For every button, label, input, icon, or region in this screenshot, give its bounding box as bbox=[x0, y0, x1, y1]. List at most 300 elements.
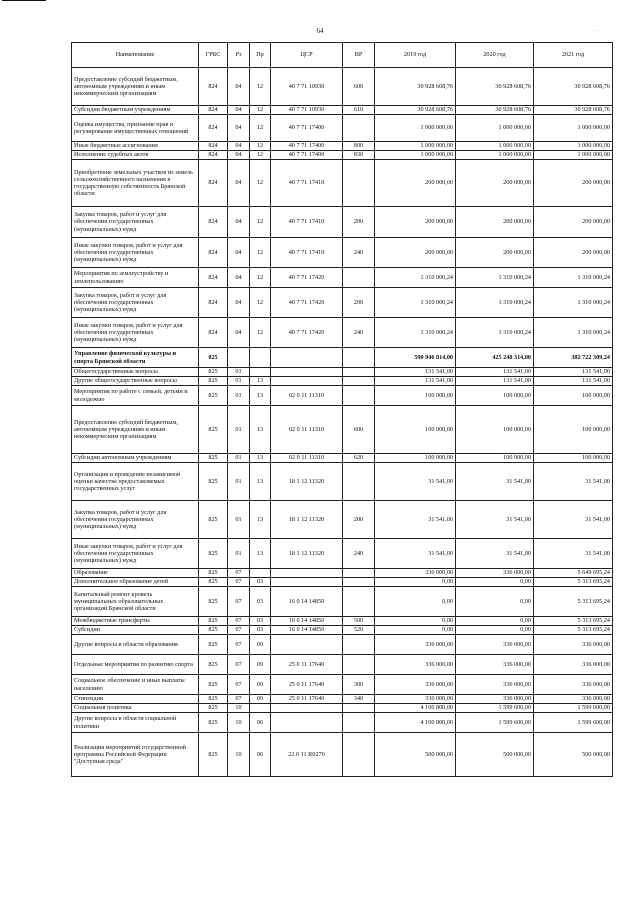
cell-pr: 13 bbox=[250, 501, 271, 539]
cell-2021: 100 000,00 bbox=[534, 454, 613, 463]
cell-vr: 200 bbox=[343, 288, 375, 318]
cell-rz: 04 bbox=[228, 115, 250, 142]
cell-grbs: 824 bbox=[199, 207, 228, 238]
cell-2020: 336 000,00 bbox=[456, 695, 534, 704]
cell-pr: 12 bbox=[250, 268, 271, 288]
col-header-vr: ВР bbox=[343, 43, 375, 68]
cell-2021: 5 313 695,24 bbox=[534, 617, 613, 626]
cell-2019: 1 000 000,00 bbox=[375, 115, 456, 142]
cell-2020: 500 000,00 bbox=[456, 733, 534, 777]
cell-2021: 1 599 600,00 bbox=[534, 704, 613, 713]
cell-vr bbox=[343, 386, 375, 406]
table-row bbox=[72, 406, 613, 454]
cell-name: Субсидии бюджетным учреждениям bbox=[72, 106, 199, 115]
cell-2021: 1 310 000,24 bbox=[534, 318, 613, 348]
cell-vr bbox=[343, 655, 375, 675]
cell-vr: 830 bbox=[343, 151, 375, 160]
cell-name: Иные закупки товаров, работ и услуг для обеспечения государственных (муниципальных) нужд bbox=[72, 318, 199, 348]
cell-csr: 22 0 11 R0270 bbox=[271, 733, 343, 777]
cell-rz: 01 bbox=[228, 386, 250, 406]
cell-name: Предоставление субсидий бюджетным, автономным учреждениям и иным некоммерческим организациям bbox=[72, 68, 199, 106]
cell-grbs: 825 bbox=[199, 406, 228, 454]
cell-rz: 01 bbox=[228, 368, 250, 377]
cell-2021: 200 000,00 bbox=[534, 207, 613, 238]
cell-2020: 336 000,00 bbox=[456, 675, 534, 695]
cell-grbs: 824 bbox=[199, 160, 228, 207]
cell-2020: 1 000 000,00 bbox=[456, 142, 534, 151]
cell-2021: 100 000,00 bbox=[534, 386, 613, 406]
cell-csr: 25 0 11 17640 bbox=[271, 655, 343, 675]
cell-name: Мероприятия по работе с семьей, детьми и молодежью bbox=[72, 386, 199, 406]
cell-2020: 30 928 608,76 bbox=[456, 68, 534, 106]
cell-vr: 200 bbox=[343, 207, 375, 238]
cell-2021: 5 649 695,24 bbox=[534, 569, 613, 578]
cell-2021: 100 000,00 bbox=[534, 406, 613, 454]
cell-rz: 04 bbox=[228, 151, 250, 160]
cell-vr: 200 bbox=[343, 501, 375, 539]
table-row bbox=[72, 318, 613, 348]
cell-pr: 12 bbox=[250, 68, 271, 106]
page-number: 64 bbox=[316, 27, 324, 35]
cell-2020: 200 000,00 bbox=[456, 160, 534, 207]
cell-2021: 5 313 695,24 bbox=[534, 626, 613, 635]
cell-vr: 620 bbox=[343, 454, 375, 463]
cell-pr: 12 bbox=[250, 207, 271, 238]
table-row bbox=[72, 655, 613, 675]
cell-pr: 12 bbox=[250, 288, 271, 318]
cell-name: Межбюджетные трансферты bbox=[72, 617, 199, 626]
cell-grbs: 824 bbox=[199, 318, 228, 348]
cell-pr: 09 bbox=[250, 655, 271, 675]
cell-name: Капитальный ремонт кровель муниципальных образовательных организаций Брянской области bbox=[72, 587, 199, 617]
cell-rz: 07 bbox=[228, 617, 250, 626]
table-row bbox=[72, 695, 613, 704]
cell-rz: 04 bbox=[228, 207, 250, 238]
cell-vr bbox=[343, 587, 375, 617]
cell-rz: 04 bbox=[228, 68, 250, 106]
cell-csr: 25 0 11 17640 bbox=[271, 675, 343, 695]
cell-2020: 336 000,00 bbox=[456, 655, 534, 675]
cell-vr: 600 bbox=[343, 406, 375, 454]
cell-2019: 336 000,00 bbox=[375, 675, 456, 695]
cell-pr: 13 bbox=[250, 454, 271, 463]
table-row bbox=[72, 578, 613, 587]
cell-pr: 06 bbox=[250, 713, 271, 733]
cell-2020: 31 541,00 bbox=[456, 501, 534, 539]
cell-grbs: 825 bbox=[199, 454, 228, 463]
cell-csr bbox=[271, 713, 343, 733]
cell-name: Предоставление субсидий бюджетным, автономным учреждениям и иным некоммерческим организациям bbox=[72, 406, 199, 454]
cell-rz: 10 bbox=[228, 713, 250, 733]
cell-name: Мероприятия по землеустройству и землепользованию bbox=[72, 268, 199, 288]
cell-pr: 13 bbox=[250, 539, 271, 569]
cell-2019: 200 000,00 bbox=[375, 238, 456, 268]
cell-rz: 04 bbox=[228, 142, 250, 151]
cell-rz: 07 bbox=[228, 578, 250, 587]
table-row bbox=[72, 704, 613, 713]
table-row bbox=[72, 115, 613, 142]
table-row bbox=[72, 569, 613, 578]
cell-grbs: 825 bbox=[199, 626, 228, 635]
cell-vr: 610 bbox=[343, 106, 375, 115]
cell-vr bbox=[343, 704, 375, 713]
cell-pr bbox=[250, 368, 271, 377]
cell-rz: 01 bbox=[228, 539, 250, 569]
cell-2019: 336 000,00 bbox=[375, 569, 456, 578]
cell-2020: 0,00 bbox=[456, 617, 534, 626]
cell-2019: 1 310 000,24 bbox=[375, 288, 456, 318]
table-row bbox=[72, 463, 613, 501]
cell-pr: 03 bbox=[250, 587, 271, 617]
cell-csr bbox=[271, 578, 343, 587]
cell-csr: 25 0 11 17640 bbox=[271, 695, 343, 704]
cell-csr: 02 0 11 11310 bbox=[271, 386, 343, 406]
cell-2019: 31 541,00 bbox=[375, 539, 456, 569]
cell-rz: 04 bbox=[228, 106, 250, 115]
cell-2021: 31 541,00 bbox=[534, 463, 613, 501]
cell-2019: 590 946 814,00 bbox=[375, 348, 456, 368]
cell-name: Оценка имущества, признание прав и регулирование имущественных отношений bbox=[72, 115, 199, 142]
table-row bbox=[72, 454, 613, 463]
cell-2020: 1 000 000,00 bbox=[456, 115, 534, 142]
cell-rz: 07 bbox=[228, 587, 250, 617]
cell-vr: 340 bbox=[343, 695, 375, 704]
table-row bbox=[72, 368, 613, 377]
cell-2020: 131 541,00 bbox=[456, 377, 534, 386]
cell-csr: 40 7 71 17400 bbox=[271, 151, 343, 160]
cell-rz: 01 bbox=[228, 501, 250, 539]
cell-pr: 09 bbox=[250, 675, 271, 695]
cell-2019: 31 541,00 bbox=[375, 463, 456, 501]
cell-grbs: 825 bbox=[199, 368, 228, 377]
col-header-grbs: ГРБС bbox=[199, 43, 228, 68]
cell-2021: 336 000,00 bbox=[534, 675, 613, 695]
cell-2021: 200 000,00 bbox=[534, 238, 613, 268]
cell-grbs: 824 bbox=[199, 142, 228, 151]
cell-rz: 04 bbox=[228, 160, 250, 207]
cell-name: Иные закупки товаров, работ и услуг для обеспечения государственных (муниципальных) нужд bbox=[72, 238, 199, 268]
cell-rz: 10 bbox=[228, 704, 250, 713]
cell-grbs: 825 bbox=[199, 713, 228, 733]
cell-rz: 04 bbox=[228, 238, 250, 268]
table-row bbox=[72, 733, 613, 777]
cell-2021: 1 000 000,00 bbox=[534, 142, 613, 151]
cell-csr bbox=[271, 377, 343, 386]
cell-grbs: 824 bbox=[199, 268, 228, 288]
cell-2019: 200 000,00 bbox=[375, 160, 456, 207]
cell-vr bbox=[343, 463, 375, 501]
cell-2021: 1 310 000,24 bbox=[534, 268, 613, 288]
cell-vr bbox=[343, 268, 375, 288]
cell-grbs: 825 bbox=[199, 501, 228, 539]
cell-grbs: 824 bbox=[199, 115, 228, 142]
cell-2021: 382 722 309,24 bbox=[534, 348, 613, 368]
cell-name: Закупка товаров, работ и услуг для обеспечения государственных (муниципальных) нужд bbox=[72, 207, 199, 238]
cell-grbs: 825 bbox=[199, 348, 228, 368]
cell-2020: 1 599 600,00 bbox=[456, 713, 534, 733]
cell-2020: 100 000,00 bbox=[456, 406, 534, 454]
cell-vr bbox=[343, 569, 375, 578]
col-header-name: Наименование bbox=[72, 43, 199, 68]
cell-2020: 1 310 000,24 bbox=[456, 318, 534, 348]
cell-rz bbox=[228, 348, 250, 368]
cell-name: Социальная политика bbox=[72, 704, 199, 713]
cell-rz: 07 bbox=[228, 695, 250, 704]
col-header-2019: 2019 год bbox=[375, 43, 456, 68]
table-row bbox=[72, 151, 613, 160]
cell-csr bbox=[271, 348, 343, 368]
cell-vr: 500 bbox=[343, 617, 375, 626]
cell-2019: 100 000,00 bbox=[375, 406, 456, 454]
table-row bbox=[72, 268, 613, 288]
cell-name: Субсидии bbox=[72, 626, 199, 635]
cell-csr: 16 0 14 14850 bbox=[271, 626, 343, 635]
cell-pr: 13 bbox=[250, 386, 271, 406]
cell-name: Субсидии автономным учреждениям bbox=[72, 454, 199, 463]
col-header-rz: Рз bbox=[228, 43, 250, 68]
table-row bbox=[72, 626, 613, 635]
cell-grbs: 825 bbox=[199, 539, 228, 569]
table-row bbox=[72, 68, 613, 106]
cell-2019: 1 000 000,00 bbox=[375, 151, 456, 160]
cell-csr: 40 7 71 17420 bbox=[271, 288, 343, 318]
cell-grbs: 824 bbox=[199, 68, 228, 106]
cell-2019: 336 000,00 bbox=[375, 635, 456, 655]
cell-vr bbox=[343, 733, 375, 777]
cell-2020: 100 000,00 bbox=[456, 454, 534, 463]
cell-2021: 500 000,00 bbox=[534, 733, 613, 777]
cell-2019: 0,00 bbox=[375, 587, 456, 617]
cell-pr bbox=[250, 704, 271, 713]
cell-grbs: 825 bbox=[199, 377, 228, 386]
cell-csr: 18 1 12 11320 bbox=[271, 463, 343, 501]
cell-csr: 16 0 14 14850 bbox=[271, 587, 343, 617]
cell-2021: 200 000,00 bbox=[534, 160, 613, 207]
cell-name: Образование bbox=[72, 569, 199, 578]
cell-2019: 1 310 000,24 bbox=[375, 318, 456, 348]
cell-rz: 07 bbox=[228, 655, 250, 675]
cell-csr: 40 7 71 17410 bbox=[271, 238, 343, 268]
cell-pr: 12 bbox=[250, 318, 271, 348]
cell-name: Иные закупки товаров, работ и услуг для обеспечения государственных (муниципальных) нужд bbox=[72, 539, 199, 569]
table-body bbox=[72, 68, 613, 777]
cell-name: Другие общегосударственные вопросы bbox=[72, 377, 199, 386]
cell-vr bbox=[343, 635, 375, 655]
cell-rz: 07 bbox=[228, 635, 250, 655]
table-row bbox=[72, 106, 613, 115]
cell-vr: 600 bbox=[343, 68, 375, 106]
cell-grbs: 825 bbox=[199, 578, 228, 587]
cell-name: Закупка товаров, работ и услуг для обеспечения государственных (муниципальных) нужд bbox=[72, 501, 199, 539]
cell-csr bbox=[271, 704, 343, 713]
cell-grbs: 825 bbox=[199, 655, 228, 675]
cell-vr bbox=[343, 160, 375, 207]
cell-pr bbox=[250, 348, 271, 368]
cell-name: Организация и проведение независимой оценки качества предоставляемых государственных услуг bbox=[72, 463, 199, 501]
cell-2020: 336 000,00 bbox=[456, 635, 534, 655]
cell-grbs: 824 bbox=[199, 106, 228, 115]
cell-rz: 07 bbox=[228, 569, 250, 578]
cell-vr bbox=[343, 368, 375, 377]
cell-csr: 40 7 71 17400 bbox=[271, 142, 343, 151]
cell-rz: 04 bbox=[228, 268, 250, 288]
cell-vr: 520 bbox=[343, 626, 375, 635]
cell-csr bbox=[271, 569, 343, 578]
cell-rz: 04 bbox=[228, 318, 250, 348]
cell-vr bbox=[343, 713, 375, 733]
cell-2019: 100 000,00 bbox=[375, 454, 456, 463]
table-row bbox=[72, 713, 613, 733]
cell-2021: 30 928 608,76 bbox=[534, 68, 613, 106]
cell-name: Приобретение земельных участков из земель сельскохозяйственного назначения в государственную собственность Брянской области bbox=[72, 160, 199, 207]
cell-pr: 12 bbox=[250, 160, 271, 207]
cell-pr: 03 bbox=[250, 626, 271, 635]
cell-csr: 40 7 71 17400 bbox=[271, 115, 343, 142]
cell-vr bbox=[343, 377, 375, 386]
cell-2019: 4 100 800,00 bbox=[375, 713, 456, 733]
cell-vr: 800 bbox=[343, 142, 375, 151]
cell-vr bbox=[343, 578, 375, 587]
table-row bbox=[72, 160, 613, 207]
cell-csr: 40 7 71 10930 bbox=[271, 106, 343, 115]
table-row bbox=[72, 348, 613, 368]
cell-2019: 336 000,00 bbox=[375, 695, 456, 704]
cell-2020: 1 000 000,00 bbox=[456, 151, 534, 160]
col-header-pr: Пр bbox=[250, 43, 271, 68]
cell-2020: 1 310 000,24 bbox=[456, 288, 534, 318]
cell-grbs: 824 bbox=[199, 238, 228, 268]
cell-2021: 336 000,00 bbox=[534, 655, 613, 675]
cell-2020: 31 541,00 bbox=[456, 539, 534, 569]
cell-pr: 09 bbox=[250, 695, 271, 704]
cell-rz: 01 bbox=[228, 377, 250, 386]
budget-table bbox=[71, 42, 613, 777]
table-row bbox=[72, 386, 613, 406]
cell-csr bbox=[271, 635, 343, 655]
cell-csr: 16 0 14 14850 bbox=[271, 617, 343, 626]
cell-2021: 1 000 000,00 bbox=[534, 115, 613, 142]
cell-2020: 1 310 000,24 bbox=[456, 268, 534, 288]
cell-2020: 100 000,00 bbox=[456, 386, 534, 406]
cell-csr: 40 7 71 17420 bbox=[271, 318, 343, 348]
table-row bbox=[72, 238, 613, 268]
cell-grbs: 824 bbox=[199, 288, 228, 318]
cell-grbs: 825 bbox=[199, 386, 228, 406]
cell-pr: 12 bbox=[250, 238, 271, 268]
cell-name: Иные бюджетные ассигнования bbox=[72, 142, 199, 151]
cell-2020: 200 000,00 bbox=[456, 238, 534, 268]
cell-2021: 1 599 600,00 bbox=[534, 713, 613, 733]
cell-vr: 240 bbox=[343, 539, 375, 569]
cell-2021: 1 310 000,24 bbox=[534, 288, 613, 318]
cell-2020: 0,00 bbox=[456, 626, 534, 635]
header-marks: · · bbox=[593, 28, 599, 34]
cell-name: Стипендии bbox=[72, 695, 199, 704]
cell-grbs: 825 bbox=[199, 695, 228, 704]
cell-2020: 31 541,00 bbox=[456, 463, 534, 501]
cell-2021: 131 541,00 bbox=[534, 368, 613, 377]
cell-csr: 40 7 71 17410 bbox=[271, 160, 343, 207]
cell-2019: 100 000,00 bbox=[375, 386, 456, 406]
cell-pr: 12 bbox=[250, 106, 271, 115]
cell-grbs: 825 bbox=[199, 569, 228, 578]
col-header-csr: ЦСР bbox=[271, 43, 343, 68]
cell-2019: 336 000,00 bbox=[375, 655, 456, 675]
cell-2019: 0,00 bbox=[375, 617, 456, 626]
cell-csr: 18 1 12 11320 bbox=[271, 501, 343, 539]
cell-name: Другие вопросы в области образования bbox=[72, 635, 199, 655]
cell-2019: 30 928 608,76 bbox=[375, 106, 456, 115]
table-row bbox=[72, 377, 613, 386]
cell-2019: 30 928 608,76 bbox=[375, 68, 456, 106]
table-row bbox=[72, 288, 613, 318]
cell-csr bbox=[271, 368, 343, 377]
cell-rz: 07 bbox=[228, 675, 250, 695]
cell-name: Исполнение судебных актов bbox=[72, 151, 199, 160]
cell-2021: 336 000,00 bbox=[534, 695, 613, 704]
col-header-2020: 2020 год bbox=[456, 43, 534, 68]
cell-vr: 300 bbox=[343, 675, 375, 695]
top-rule-mark bbox=[2, 0, 46, 1]
cell-2019: 0,00 bbox=[375, 578, 456, 587]
cell-2021: 131 541,00 bbox=[534, 377, 613, 386]
cell-vr bbox=[343, 348, 375, 368]
cell-2019: 1 000 000,00 bbox=[375, 142, 456, 151]
cell-2019: 131 541,00 bbox=[375, 368, 456, 377]
cell-grbs: 825 bbox=[199, 733, 228, 777]
cell-vr bbox=[343, 115, 375, 142]
table-row bbox=[72, 635, 613, 655]
cell-grbs: 825 bbox=[199, 617, 228, 626]
table-row bbox=[72, 587, 613, 617]
cell-pr: 12 bbox=[250, 151, 271, 160]
cell-pr bbox=[250, 569, 271, 578]
cell-pr: 13 bbox=[250, 406, 271, 454]
cell-2019: 4 100 800,00 bbox=[375, 704, 456, 713]
cell-2021: 336 000,00 bbox=[534, 635, 613, 655]
cell-grbs: 824 bbox=[199, 151, 228, 160]
cell-2019: 0,00 bbox=[375, 626, 456, 635]
cell-2020: 0,00 bbox=[456, 578, 534, 587]
cell-2019: 31 541,00 bbox=[375, 501, 456, 539]
cell-2019: 200 000,00 bbox=[375, 207, 456, 238]
table-header-row bbox=[72, 43, 613, 68]
cell-name: Социальное обеспечение и иные выплаты населению bbox=[72, 675, 199, 695]
cell-pr: 12 bbox=[250, 142, 271, 151]
cell-2021: 5 313 695,24 bbox=[534, 587, 613, 617]
cell-vr: 240 bbox=[343, 318, 375, 348]
cell-2021: 30 928 608,76 bbox=[534, 106, 613, 115]
cell-grbs: 825 bbox=[199, 635, 228, 655]
cell-csr: 40 7 71 17420 bbox=[271, 268, 343, 288]
cell-pr: 09 bbox=[250, 635, 271, 655]
cell-2020: 131 541,00 bbox=[456, 368, 534, 377]
cell-name: Общегосударственные вопросы bbox=[72, 368, 199, 377]
cell-2020: 30 928 608,76 bbox=[456, 106, 534, 115]
cell-name: Закупка товаров, работ и услуг для обеспечения государственных (муниципальных) нужд bbox=[72, 288, 199, 318]
cell-2021: 1 000 000,00 bbox=[534, 151, 613, 160]
cell-2019: 131 541,00 bbox=[375, 377, 456, 386]
col-header-2021: 2021 год bbox=[534, 43, 613, 68]
cell-csr: 40 7 71 17410 bbox=[271, 207, 343, 238]
cell-2021: 31 541,00 bbox=[534, 501, 613, 539]
table-row bbox=[72, 675, 613, 695]
table-row bbox=[72, 142, 613, 151]
table-row bbox=[72, 501, 613, 539]
cell-vr: 240 bbox=[343, 238, 375, 268]
cell-pr: 03 bbox=[250, 617, 271, 626]
cell-2020: 1 599 600,00 bbox=[456, 704, 534, 713]
